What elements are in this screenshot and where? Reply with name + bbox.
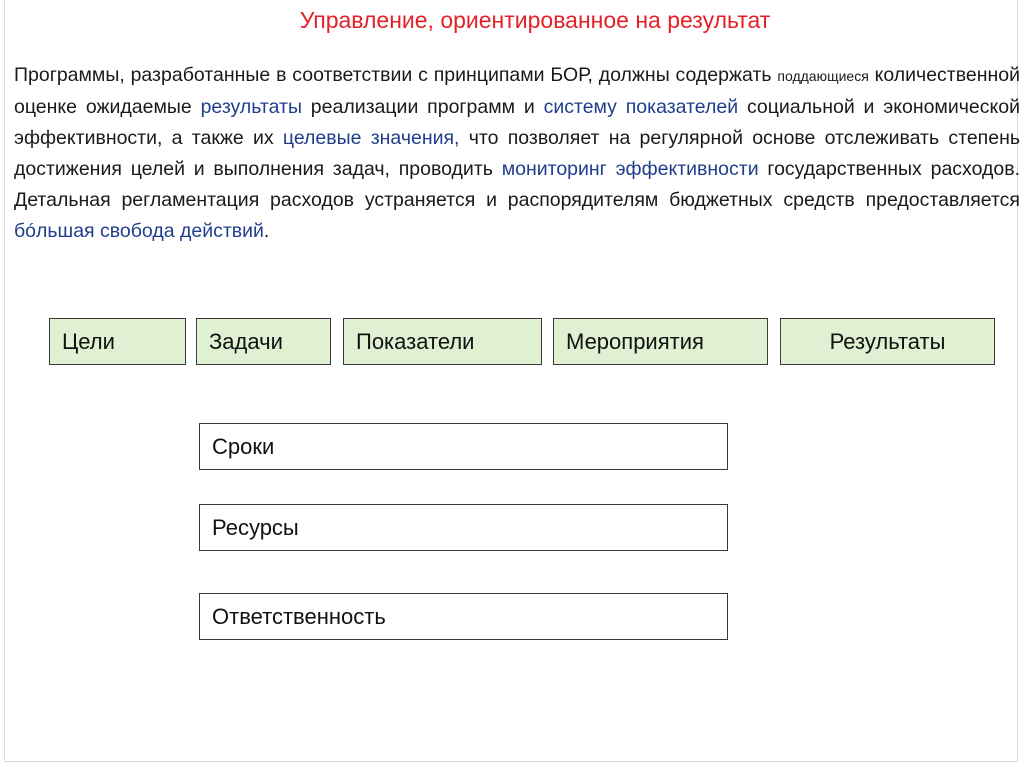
highlight-indicator-system: систему показателей	[543, 96, 739, 118]
box-results: Результаты	[780, 318, 995, 365]
highlight-results: результаты	[200, 96, 302, 118]
text-segment: социальной и экономической эффективности, а также их	[14, 96, 1020, 149]
text-segment: что позволяет на регулярной основе отслеживать степень достижения целей и выполнения задач, проводить	[14, 127, 1020, 180]
highlight-monitoring: мониторинг эффективности	[501, 158, 759, 180]
box-indicators: Показатели	[343, 318, 542, 365]
box-responsibility: Ответственность	[199, 593, 728, 640]
text-segment: количественной оценке ожидаемые	[14, 64, 1020, 118]
body-paragraph	[14, 60, 1020, 247]
text-segment-small: поддающиеся	[777, 68, 869, 84]
text-segment: Программы, разработанные в соответствии с принципами БОР, должны содержать	[14, 64, 778, 86]
text-segment: .	[263, 220, 270, 242]
box-goals: Цели	[49, 318, 186, 365]
text-segment: государственных расходов. Детальная регламентация расходов устраняется и распорядителям бюджетных средств предоставляется	[14, 158, 1020, 211]
box-tasks: Задачи	[196, 318, 331, 365]
highlight-target-values: целевые значения,	[282, 127, 460, 149]
box-resources: Ресурсы	[199, 504, 728, 551]
slide	[4, 0, 1018, 762]
slide-title: Управление, ориентированное на результат	[299, 7, 771, 33]
box-activities: Мероприятия	[553, 318, 768, 365]
highlight-freedom: бóльшая свобода действий	[14, 220, 264, 242]
text-segment: реализации программ и	[301, 96, 544, 118]
box-deadlines: Сроки	[199, 423, 728, 470]
